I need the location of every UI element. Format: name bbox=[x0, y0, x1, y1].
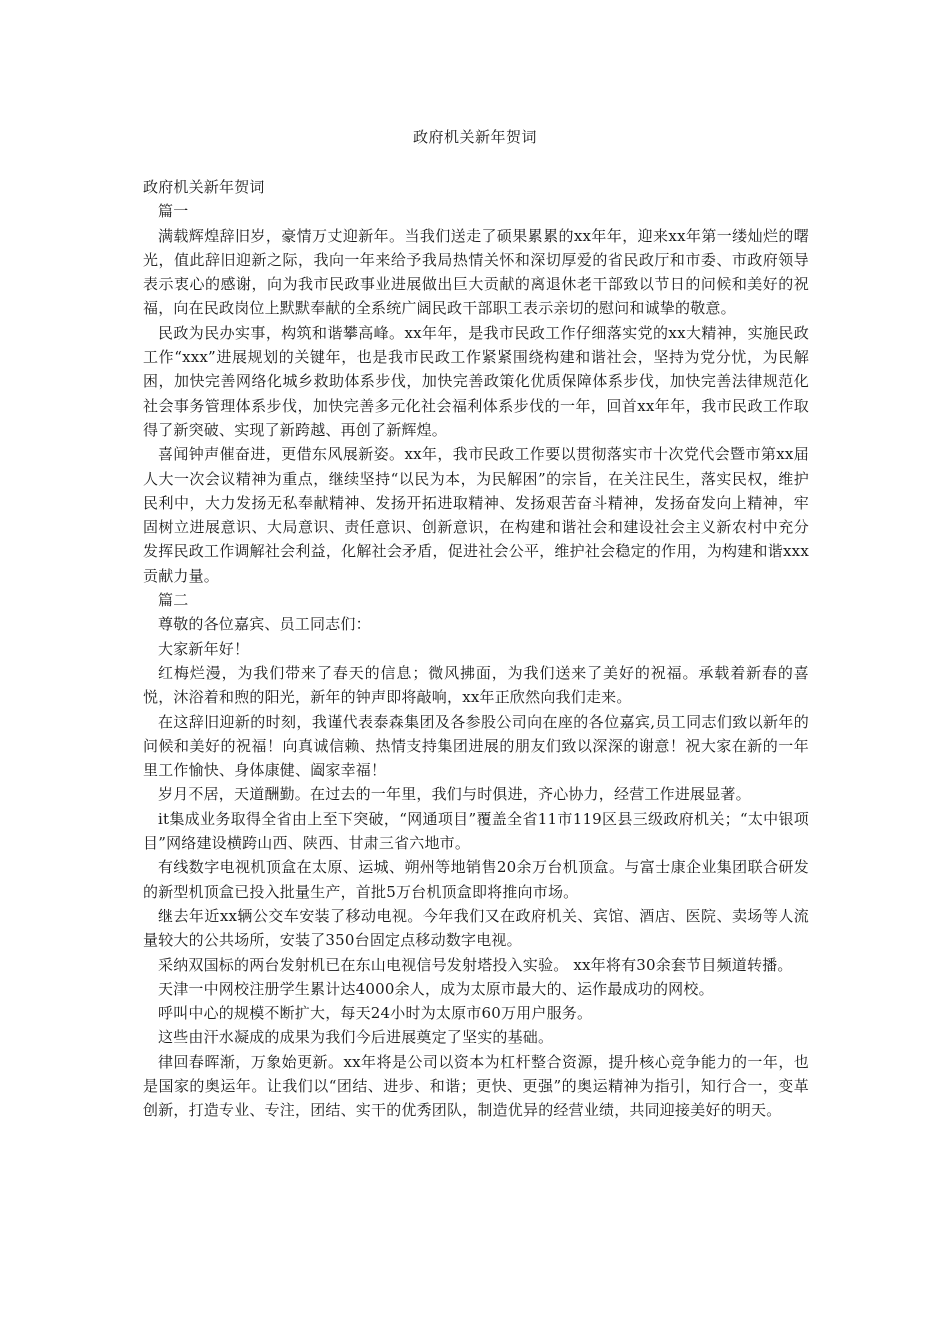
paragraph: 红梅烂漫，为我们带来了春天的信息；微风拂面，为我们送来了美好的祝福。承载着新春的喜悦，沐浴着和煦的阳光，新年的钟声即将敲响，xx年正欣然向我们走来。 bbox=[143, 663, 809, 707]
document-subtitle: 政府机关新年贺词 bbox=[143, 178, 265, 196]
paragraph: 呼叫中心的规模不断扩大，每天24小时为太原市60万用户服务。 bbox=[158, 1004, 593, 1023]
document-body bbox=[143, 175, 809, 1123]
paragraph: 这些由汗水凝成的成果为我们今后进展奠定了坚实的基础。 bbox=[158, 1028, 554, 1047]
paragraph: it集成业务取得全省由上至下突破，“网通项目”覆盖全省11市119区县三级政府机关；“太中银项目”网络建设横跨山西、陕西、甘肃三省六地市。 bbox=[143, 809, 809, 853]
salutation: 尊敬的各位嘉宾、员工同志们： bbox=[158, 615, 371, 634]
paragraph: 有线数字电视机顶盒在太原、运城、朔州等地销售20余万台机顶盒。与富士康企业集团联合研发的新型机顶盒已投入批量生产，首批5万台机顶盒即将推向市场。 bbox=[143, 858, 809, 901]
paragraph: 满载辉煌辞旧岁，豪情万丈迎新年。当我们送走了硕果累累的xx年年，迎来xx年第一缕灿烂的曙光，值此辞旧迎新之际，我向一年来给予我局热情关怀和深切厚爱的省民政厅和市委、市政府领导表示衷心的感谢，向为我市民政事业进展做出巨大贡献的离退休老干部致以节日的问候和美好的祝福，向在民政岗位上默默奉献的全系统广阔民政干部职工表示亲切的慰问和诚挚的敬意。 bbox=[143, 226, 809, 318]
greeting: 大家新年好！ bbox=[158, 639, 250, 658]
section-heading-1: 篇一 bbox=[158, 202, 189, 221]
paragraph: 岁月不居，天道酬勤。在过去的一年里，我们与时俱进，齐心协力，经营工作进展显著。 bbox=[158, 785, 751, 804]
paragraph: 继去年近xx辆公交车安装了移动电视。今年我们又在政府机关、宾馆、酒店、医院、卖场等人流量较大的公共场所，安装了350台固定点移动数字电视。 bbox=[143, 906, 809, 950]
section-heading-2: 篇二 bbox=[158, 591, 189, 610]
paragraph: 民政为民办实事，构筑和谐攀高峰。xx年年，是我市民政工作仔细落实党的xx大精神，实施民政工作“xxx”进展规划的关键年，也是我市民政工作紧紧围绕构建和谐社会，坚持为党分忧，为民解困，加快完善网络化城乡救助体系步伐，加快完善政策化优质保障体系步伐，加快完善法律规范化社会事务管理体系步伐，加快完善多元化社会福利体系步伐的一年，回首xx年年，我市民政工作取得了新突破、实现了新跨越、再创了新辉煌。 bbox=[143, 323, 809, 439]
paragraph: 天津一中网校注册学生累计达4000余人，成为太原市最大的、运作最成功的网校。 bbox=[158, 979, 714, 998]
paragraph: 律回春晖渐，万象始更新。xx年将是公司以资本为杠杆整合资源，提升核心竞争能力的一年，也是国家的奥运年。让我们以“团结、进步、和谐；更快、更强”的奥运精神为指引，知行合一，变革创新，打造专业、专注，团结、实干的优秀团队，制造优异的经营业绩，共同迎接美好的明天。 bbox=[143, 1052, 809, 1120]
paragraph: 采纳双国标的两台发射机已在东山电视信号发射塔投入实验。 xx年将有30余套节目频道转播。 bbox=[158, 955, 793, 974]
document-title: 政府机关新年贺词 bbox=[412, 128, 537, 146]
paragraph: 在这辞旧迎新的时刻，我谨代表泰森集团及各参股公司向在座的各位嘉宾,员工同志们致以新年的问候和美好的祝福！向真诚信赖、热情支持集团进展的朋友们致以深深的谢意！祝大家在新的一年里工作愉快、身体康健、阖家幸福！ bbox=[143, 712, 809, 780]
paragraph: 喜闻钟声催奋进，更借东风展新姿。xx年，我市民政工作要以贯彻落实市十次党代会暨市第xx届人大一次会议精神为重点，继续坚持“以民为本，为民解困”的宗旨，在关注民生，落实民权，维护民利中，大力发扬无私奉献精神、发扬开拓进取精神、发扬艰苦奋斗精神，发扬奋发向上精神，牢固树立进展意识、大局意识、责任意识、创新意识，在构建和谐社会和建设社会主义新农村中充分发挥民政工作调解社会利益，化解社会矛盾，促进社会公平，维护社会稳定的作用，为构建和谐xxx贡献力量。 bbox=[143, 445, 809, 585]
